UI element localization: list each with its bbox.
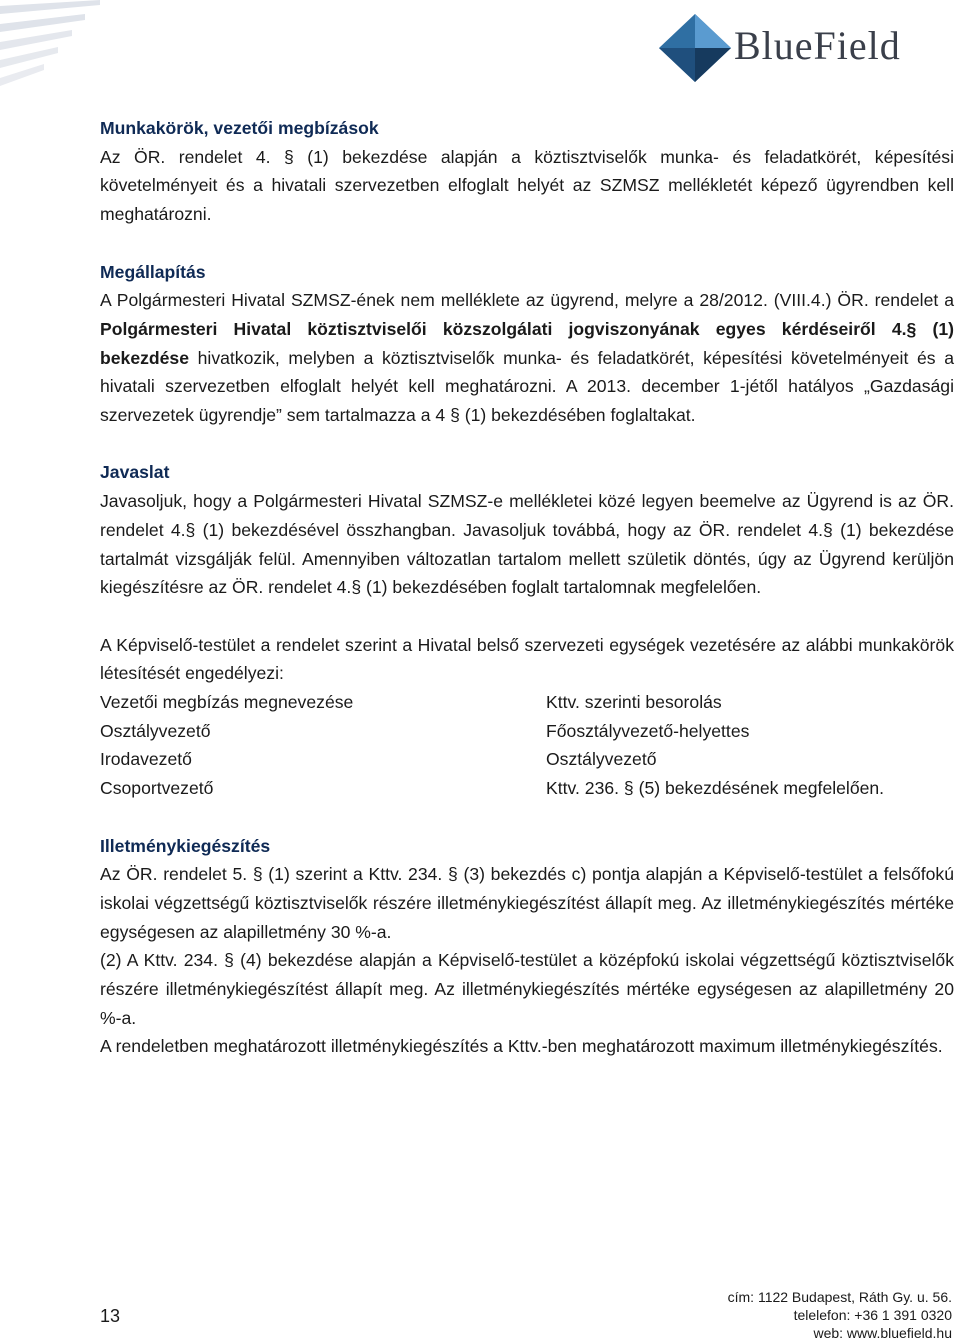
table-cell: Kttv. 236. § (5) bekezdésének megfelelően. [546, 778, 885, 799]
text-run: hivatkozik, melyben a köztisztviselők munka- és feladatkörét, képesítési követelményeit és a hivatali szervezetben elfoglalt helyét kell meghatározni. A 2013. december 1-jétől hatályos „Gazdasági szervezetek ügyrendje” sem tartalmazza a 4 § (1) bekezdésében foglaltakat. [100, 347, 954, 426]
footer-contact [728, 1288, 952, 1342]
table-row [100, 745, 954, 774]
table-row [100, 717, 954, 746]
logo-diamond-icon [655, 12, 735, 84]
paragraph-kepviselo: A Képviselő-testület a rendelet szerint a Hivatal belső szervezeti egységek vezetésére az alábbi munkakörök létesítését engedélyezi: [100, 634, 954, 684]
decorative-stripes [0, 0, 110, 95]
heading-munkakorok: Munkakörök, vezetői megbízások [100, 118, 379, 138]
table-cell: Osztályvezető [546, 749, 657, 770]
paragraph-illetmeny-3: A rendeletben meghatározott illetménykiegészítés a Kttv.-ben meghatározott maximum illetménykiegészítés. [100, 1036, 943, 1057]
paragraph-munkakorok: Az ÖR. rendelet 4. § (1) bekezdése alapján a köztisztviselők munka- és feladatkörét, képesítési követelményeit és a hivatali szervezetben elfoglalt helyét az SZMSZ mellékletét képező ügyrendben kell meghatározni. [100, 146, 954, 225]
page-number: 13 [100, 1306, 121, 1326]
heading-illetmeny: Illetménykiegészítés [100, 835, 271, 856]
table-cell: Főosztályvezető-helyettes [546, 720, 750, 741]
table-header: Vezetői megbízás megnevezése [100, 692, 354, 713]
bold-text-run: Polgármesteri Hivatal köztisztviselői közszolgálati jogviszonyának egyes kérdéseiről 4.§ (1) bekezdése [100, 318, 954, 368]
table-header-row [100, 688, 954, 717]
table-row [100, 774, 954, 803]
logo-text: BlueField [734, 23, 901, 68]
text-run: A Polgármesteri Hivatal SZMSZ-ének nem melléklete az ügyrend, melyre a 28/2012. (VIII.4.) ÖR. rendelet a [100, 290, 954, 311]
footer-address: cím: 1122 Budapest, Ráth Gy. u. 56. [727, 1289, 952, 1305]
table-cell: Osztályvezető [100, 720, 211, 741]
table-cell: Irodavezető [100, 749, 192, 770]
footer-phone: telelefon: +36 1 391 0320 [793, 1307, 952, 1323]
table-cell: Csoportvezető [100, 778, 214, 799]
paragraph-javaslat: Javasoljuk, hogy a Polgármesteri Hivatal SZMSZ-e mellékletei közé legyen beemelve az Ügyrend is az ÖR. rendelet 4.§ (1) bekezdésével összhangban. Javasoljuk továbbá, hogy az ÖR. rendelet 4.§ (1) bekezdése tartalmát vizsgálják felül. Amennyiben változatlan tartalom mellett születik döntés, úgy az Ügyrend kerüljön kiegészítésre az ÖR. rendelet 4.§ (1) bekezdésében foglalt tartalomnak megfelelően. [100, 491, 954, 598]
document-body [100, 114, 954, 1061]
paragraph-illetmeny-1: Az ÖR. rendelet 5. § (1) szerint a Kttv. 234. § (3) bekezdés c) pontja alapján a Képviselő-testület a felsőfokú iskolai végzettségű köztisztviselők részére illetménykiegészítést állapít meg. Az illetménykiegészítés mértéke egységesen az alapilletmény 30 %-a. [100, 864, 954, 942]
footer-web: web: www.bluefield.hu [813, 1325, 952, 1341]
heading-javaslat: Javaslat [100, 462, 170, 483]
table-header: Kttv. szerinti besorolás [546, 692, 722, 713]
heading-megallapitas: Megállapítás [100, 261, 206, 282]
paragraph-illetmeny-2: (2) A Kttv. 234. § (4) bekezdése alapján a Képviselő-testület a középfokú iskolai végzettségű köztisztviselők részére illetménykiegészítést állapít meg. Az illetménykiegészítés mértéke egységesen az alapilletmény 20 %-a. [100, 950, 954, 1028]
paragraph-megallapitas [100, 286, 954, 430]
